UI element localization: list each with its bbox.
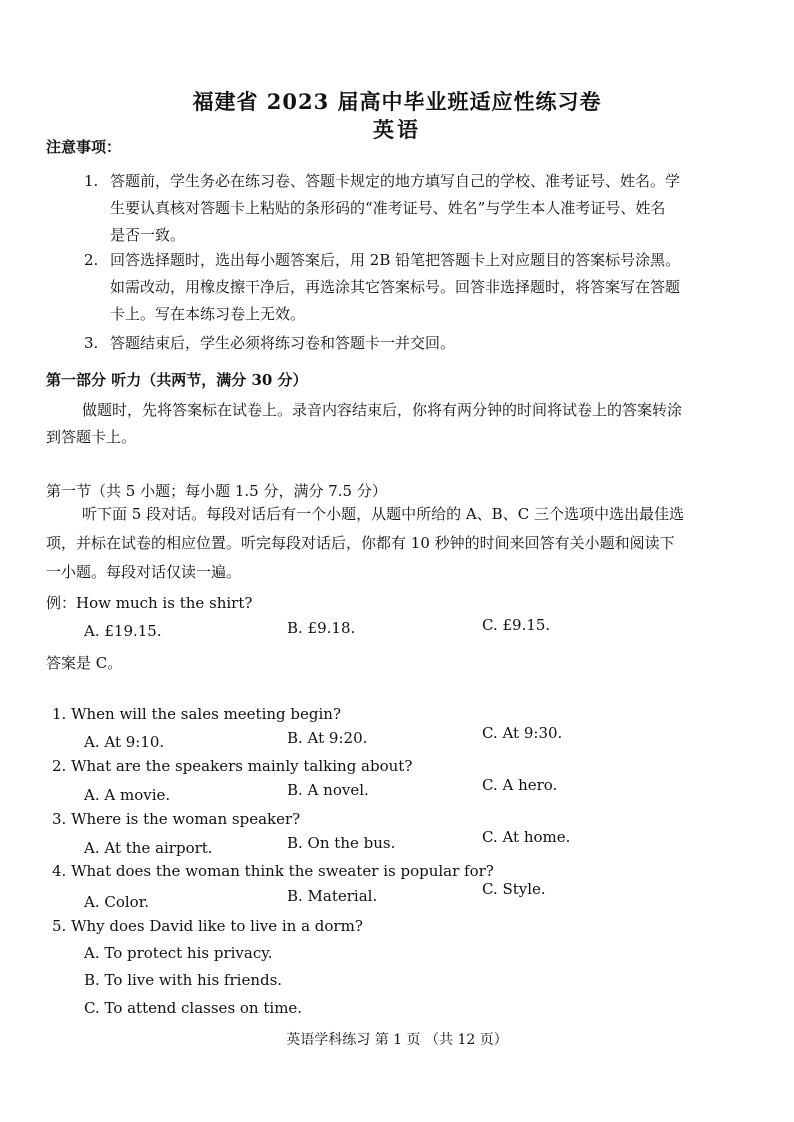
note-number: 1. <box>84 172 99 190</box>
example-option-a: A. £19.15. <box>84 622 162 640</box>
note-text: 答题前，学生务必在练习卷、答题卡规定的地方填写自己的学校、准考证号、姓名。学 <box>110 172 681 190</box>
question-5-option-b: B. To live with his friends. <box>84 971 283 989</box>
note-text: 生要认真核对答题卡上粘贴的条形码的“准考证号、姓名”与学生本人准考证号、姓名 <box>110 199 666 217</box>
exam-title: 福建省 2023 届高中毕业班适应性练习卷 <box>192 89 602 114</box>
note-text: 答题结束后，学生必须将练习卷和答题卡一并交回。 <box>110 334 456 352</box>
question-5-option-c: C. To attend classes on time. <box>84 999 303 1017</box>
question-1-option-c: C. At 9:30. <box>482 724 563 742</box>
section1-instructions <box>46 500 766 587</box>
instruction-line: 项，并标在试卷的相应位置。听完每段对话后，你都有 10 秒钟的时间来回答有关小题和阅读下 <box>46 534 675 552</box>
question-4-option-a: A. Color. <box>84 893 149 911</box>
note-item-3 <box>84 330 724 357</box>
question-4-option-b: B. Material. <box>287 887 378 905</box>
instruction-line: 一小题。每段对话仅读一遍。 <box>46 563 242 581</box>
note-text: 卡上。写在本练习卷上无效。 <box>110 305 306 323</box>
note-text: 回答选择题时，选出每小题答案后，用 2B 铅笔把答题卡上对应题目的答案标号涂黑。 <box>110 251 681 269</box>
subject-title: 英语 <box>373 117 421 142</box>
example-option-c: C. £9.15. <box>482 616 551 634</box>
example-question: 例：How much is the shirt? <box>46 594 253 612</box>
question-3-option-c: C. At home. <box>482 828 571 846</box>
question-3-option-b: B. On the bus. <box>287 834 396 852</box>
question-2-option-a: A. A movie. <box>84 786 171 804</box>
section1-heading: 第一节（共 5 小题；每小题 1.5 分，满分 7.5 分） <box>46 482 387 500</box>
question-1-option-b: B. At 9:20. <box>287 729 368 747</box>
page-footer: 英语学科练习 第 1 页 （共 12 页） <box>286 1032 508 1048</box>
part1-heading: 第一部分 听力（共两节，满分 30 分） <box>46 371 308 389</box>
notes-heading: 注意事项： <box>46 138 122 156</box>
question-5-option-a: A. To protect his privacy. <box>84 944 273 962</box>
question-4-option-c: C. Style. <box>482 880 546 898</box>
question-2: 2. What are the speakers mainly talking about? <box>52 757 413 775</box>
question-1-option-a: A. At 9:10. <box>84 733 165 751</box>
question-2-option-b: B. A novel. <box>287 781 369 799</box>
question-3-option-a: A. At the airport. <box>84 839 213 857</box>
question-3: 3. Where is the woman speaker? <box>52 810 301 828</box>
note-number: 2. <box>84 251 99 269</box>
note-number: 3. <box>84 334 99 352</box>
question-4: 4. What does the woman think the sweater is popular for? <box>52 862 494 880</box>
question-2-option-c: C. A hero. <box>482 776 558 794</box>
instruction-line: 到答题卡上。 <box>46 428 137 446</box>
part1-instructions <box>46 397 746 451</box>
example-answer: 答案是 C。 <box>46 654 123 672</box>
example-option-b: B. £9.18. <box>287 619 356 637</box>
note-text: 是否一致。 <box>110 226 186 244</box>
note-item-1 <box>84 168 724 249</box>
question-5: 5. Why does David like to live in a dorm? <box>52 917 363 935</box>
instruction-line: 听下面 5 段对话。每段对话后有一个小题，从题中所给的 A、B、C 三个选项中选出最佳选 <box>82 505 684 523</box>
question-1: 1. When will the sales meeting begin? <box>52 705 341 723</box>
instruction-line: 做题时，先将答案标在试卷上。录音内容结束后，你将有两分钟的时间将试卷上的答案转涂 <box>82 401 683 419</box>
note-item-2 <box>84 247 724 328</box>
note-text: 如需改动，用橡皮擦干净后，再选涂其它答案标号。回答非选择题时，将答案写在答题 <box>110 278 681 296</box>
